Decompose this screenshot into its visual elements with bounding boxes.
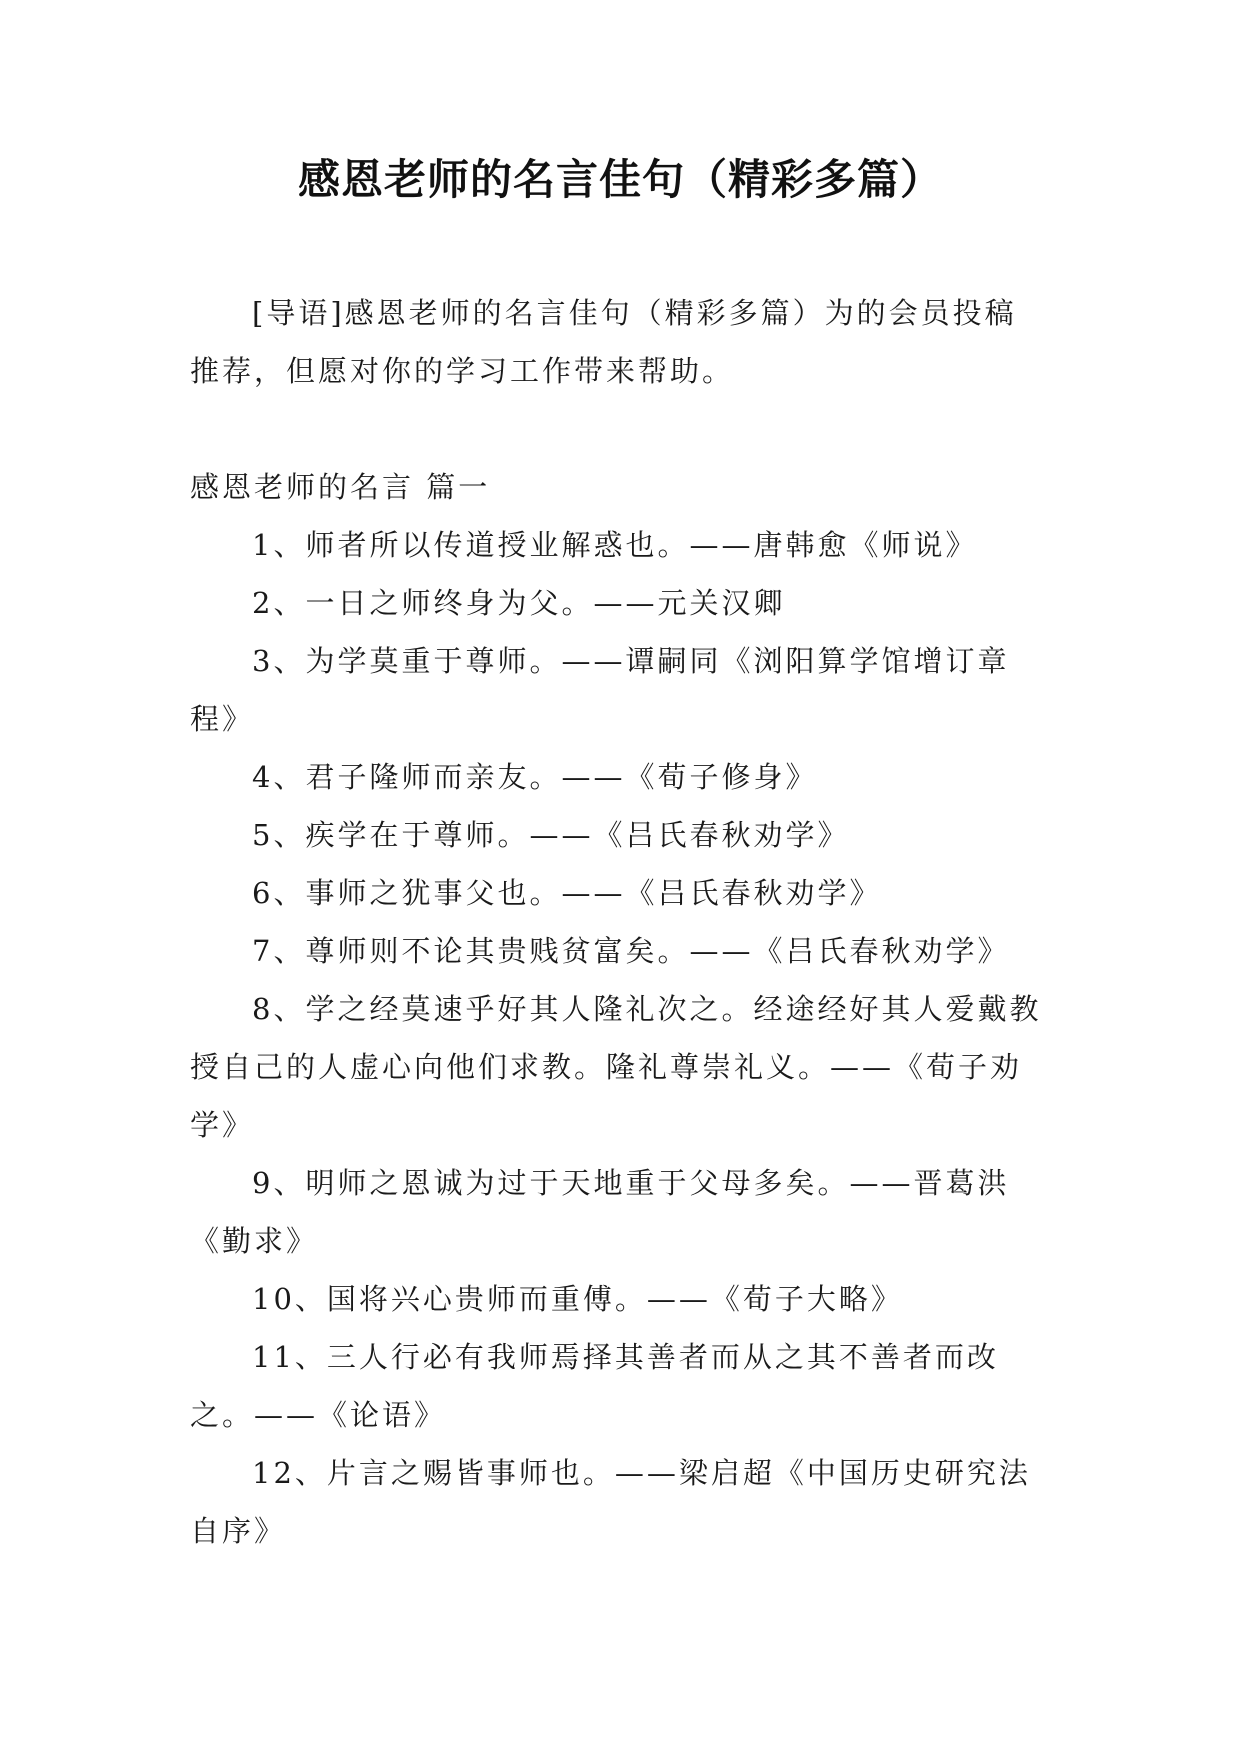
quote-item: 1、师者所以传道授业解惑也。——唐韩愈《师说》 [252,528,978,562]
quote-item: 12、片言之赐皆事师也。——梁启超《中国历史研究法自序》 [190,1456,1031,1548]
quote-item: 5、疾学在于尊师。——《吕氏春秋劝学》 [252,818,850,852]
section-heading: 感恩老师的名言 篇一 [190,470,491,504]
quote-item: 7、尊师则不论其贵贱贫富矣。——《吕氏春秋劝学》 [252,934,1010,968]
quote-item: 3、为学莫重于尊师。——谭嗣同《浏阳算学馆增订章程》 [190,644,1010,736]
quote-item: 4、君子隆师而亲友。——《荀子修身》 [252,760,818,794]
quote-item: 2、一日之师终身为父。——元关汉卿 [252,586,786,620]
quote-item: 9、明师之恩诚为过于天地重于父母多矣。——晋葛洪《勤求》 [190,1166,1010,1258]
quote-item: 6、事师之犹事父也。——《吕氏春秋劝学》 [252,876,882,910]
quote-item: 10、国将兴心贵师而重傅。——《荀子大略》 [252,1282,903,1316]
quote-item: 11、三人行必有我师焉择其善者而从之其不善者而改之。——《论语》 [190,1340,999,1432]
quote-item: 8、学之经莫速乎好其人隆礼次之。经途经好其人爱戴教授自己的人虚心向他们求教。隆礼尊崇礼义。——《荀子劝学》 [190,992,1042,1142]
document-title: 感恩老师的名言佳句（精彩多篇） [297,155,943,204]
document-body [190,284,1048,1560]
intro-paragraph: [导语]感恩老师的名言佳句（精彩多篇）为的会员投稿推荐，但愿对你的学习工作带来帮助。 [190,296,1017,388]
